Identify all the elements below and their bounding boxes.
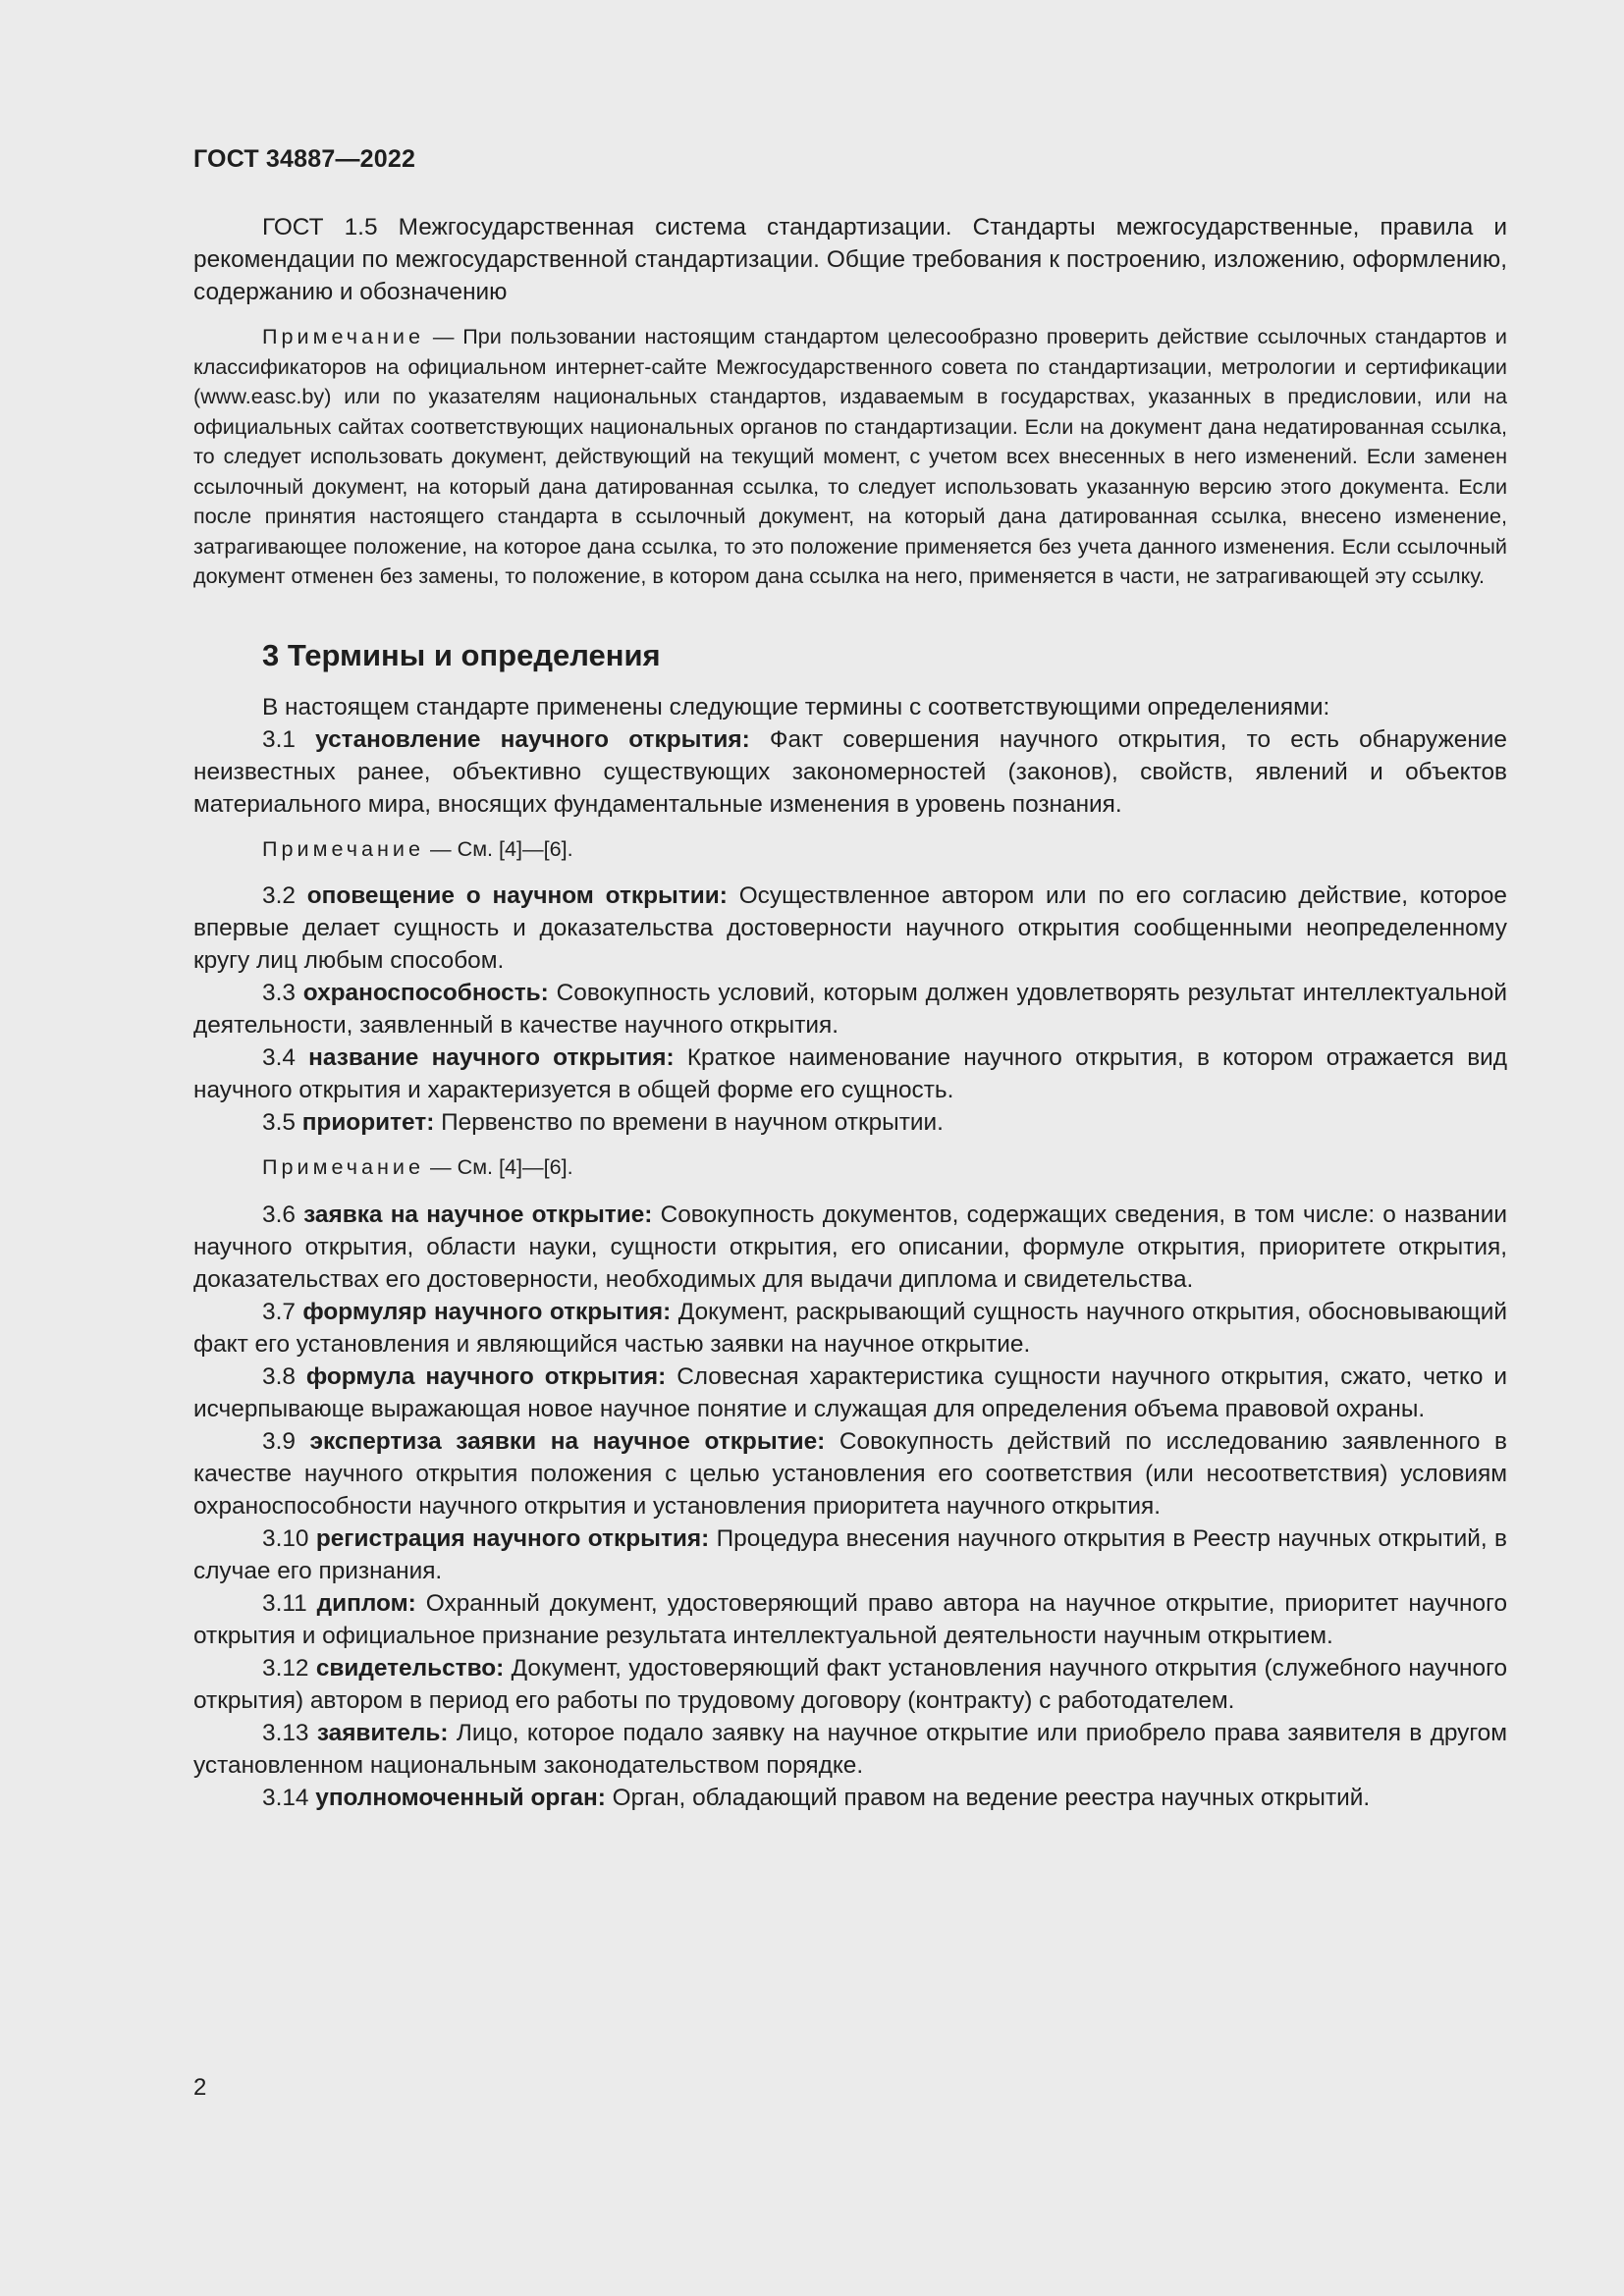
document-code-header: ГОСТ 34887—2022: [193, 145, 416, 173]
term-definition: [193, 1106, 1507, 1139]
page-number: 2: [193, 2074, 207, 2101]
term-note: [193, 1152, 1507, 1183]
term-number: 3.5: [262, 1109, 302, 1136]
term-definition: [193, 1041, 1507, 1106]
term-text: Первенство по времени в научном открытии.: [434, 1109, 944, 1136]
term-note: [193, 834, 1507, 865]
term-name: экспертиза заявки на научное открытие:: [309, 1427, 826, 1455]
term-number: 3.4: [262, 1044, 309, 1071]
term-number: 3.9: [262, 1427, 310, 1455]
term-text: Совокупность условий, которым должен удовлетворять результат интеллектуальной деятельности, заявленный в качестве научного открытия.: [193, 980, 1507, 1039]
references-note: [193, 322, 1507, 592]
note-dash: —: [424, 324, 463, 348]
term-text: Совокупность документов, содержащих сведения, в том числе: о названии научного открытия, области науки, сущности открытия, его описании, формуле открытия, приоритете открытия, доказательствах его достоверности, необходимых для выдачи диплома и свидетельства.: [193, 1201, 1507, 1293]
note-dash: —: [424, 835, 458, 861]
term-definition: [193, 1361, 1507, 1425]
term-definition: [193, 880, 1507, 977]
term-definition: [193, 1652, 1507, 1717]
note-label: Примечание: [262, 324, 424, 348]
term-number: 3.3: [262, 980, 303, 1006]
term-number: 3.8: [262, 1362, 306, 1390]
term-name: установление научного открытия:: [315, 725, 750, 753]
term-definition: [193, 723, 1507, 821]
term-number: 3.11: [262, 1589, 317, 1617]
normative-reference-gost-1-5: ГОСТ 1.5 Межгосударственная система стандартизации. Стандарты межгосударственные, правила и рекомендации по межгосударственной стандартизации. Общие требования к построению, изложению, оформлению, содержанию и обозначению: [193, 214, 1507, 305]
note-text: См. [4]—[6].: [457, 835, 573, 861]
term-text: Документ, раскрывающий сущность научного открытия, обосновывающий факт его установления и являющийся частью заявки на научное открытие.: [193, 1298, 1507, 1358]
section-intro: В настоящем стандарте применены следующие термины с соответствующими определениями:: [262, 693, 1330, 721]
note-label: Примечание: [262, 835, 424, 861]
document-page: [193, 145, 1507, 1814]
term-definition: [193, 1782, 1507, 1814]
term-number: 3.14: [262, 1784, 316, 1811]
term-name: уполномоченный орган:: [315, 1784, 606, 1811]
note-dash: —: [424, 1154, 458, 1179]
term-text: Осуществленное автором или по его согласию действие, которое впервые делает сущность и доказательства достоверности научного открытия сообщенными неопределенному кругу лиц любым способом.: [193, 882, 1507, 974]
term-text: Орган, обладающий правом на ведение реестра научных открытий.: [605, 1784, 1371, 1811]
term-name: заявитель:: [316, 1719, 449, 1746]
term-number: 3.1: [262, 725, 316, 753]
term-text: Лицо, которое подало заявку на научное открытие или приобрело права заявителя в другом установленном национальным законодательством порядке.: [193, 1719, 1508, 1779]
term-text: Словесная характеристика сущности научного открытия, сжато, четко и исчерпывающе выражающая новое научное понятие и служащая для определения объема правовой охраны.: [193, 1362, 1508, 1422]
term-name: приоритет:: [301, 1109, 435, 1136]
term-text: Краткое наименование научного открытия, в котором отражается вид научного открытия и характеризуется в общей форме его сущность.: [193, 1044, 1508, 1103]
note-text: При пользовании настоящим стандартом целесообразно проверить действие ссылочных стандартов и классификаторов на официальном интернет-сайте Межгосударственного совета по стандартизации, метрологии и сертификации (www.easc.by) или по указателям национальных стандартов, издаваемым в государствах, указанных в предисловии, или на официальных сайтах соответствующих национальных органов по стандартизации. Если на документ дана недатированная ссылка, то следует использовать документ, действующий на текущий момент, с учетом всех внесенных в него изменений. Если заменен ссылочный документ, на который дана датированная ссылка, то следует использовать указанную версию этого документа. Если после принятия настоящего стандарта в ссылочный документ, на который дана датированная ссылка, внесено изменение, затрагивающее положение, на которое дана ссылка, то это положение применяется без учета данного изменения. Если ссылочный документ отменен без замены, то положение, в котором дана ссылка на него, применяется в части, не затрагивающей эту ссылку.: [193, 324, 1507, 588]
term-name: заявка на научное открытие:: [303, 1201, 653, 1228]
term-name: регистрация научного открытия:: [315, 1524, 710, 1552]
term-text: Совокупность действий по исследованию заявленного в качестве научного открытия положения с целью установления его соответствия (или несоответствия) условиям охраноспособности научного открытия и установления приоритета научного открытия.: [193, 1427, 1507, 1520]
term-definition: [193, 977, 1507, 1041]
term-number: 3.10: [262, 1524, 316, 1552]
term-definition: [193, 1425, 1507, 1522]
term-name: формула научного открытия:: [305, 1362, 667, 1390]
term-text: Факт совершения научного открытия, то есть обнаружение неизвестных ранее, объективно существующих закономерностей (законов), свойств, явлений и объектов материального мира, вносящих фундаментальные изменения в уровень познания.: [193, 725, 1507, 818]
term-text: Охранный документ, удостоверяющий право автора на научное открытие, приоритет научного открытия и официальное признание результата интеллектуальной деятельности научным открытием.: [193, 1589, 1508, 1649]
term-number: 3.13: [262, 1719, 317, 1746]
term-name: название научного открытия:: [308, 1044, 675, 1071]
note-label: Примечание: [262, 1154, 424, 1179]
term-definition: [193, 1717, 1507, 1782]
term-definition: [193, 1199, 1507, 1296]
term-name: свидетельство:: [315, 1654, 505, 1682]
term-number: 3.2: [262, 882, 307, 909]
term-name: формуляр научного открытия:: [302, 1298, 672, 1325]
term-definition: [193, 1296, 1507, 1361]
note-text: См. [4]—[6].: [457, 1154, 573, 1179]
term-name: охраноспособность:: [302, 980, 549, 1006]
term-name: диплом:: [316, 1589, 416, 1617]
term-definition: [193, 1522, 1507, 1587]
term-number: 3.6: [262, 1201, 304, 1228]
term-definition: [193, 1587, 1507, 1652]
term-number: 3.12: [262, 1654, 316, 1682]
section-title: 3 Термины и определения: [262, 637, 661, 672]
term-number: 3.7: [262, 1298, 303, 1325]
term-text: Процедура внесения научного открытия в Реестр научных открытий, в случае его признания.: [193, 1524, 1508, 1584]
term-text: Документ, удостоверяющий факт установления научного открытия (служебного научного открытия) автором в период его работы по трудовому договору (контракту) с работодателем.: [193, 1654, 1508, 1714]
term-name: оповещение о научном открытии:: [306, 882, 728, 909]
